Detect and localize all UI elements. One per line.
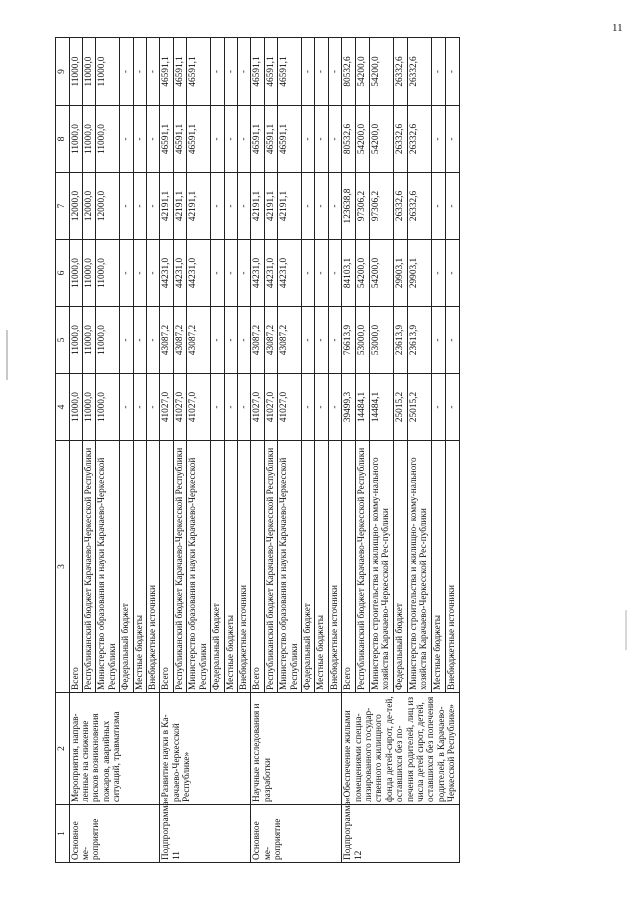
- value-cell: -: [237, 106, 250, 173]
- value-cell: 25015,2: [407, 374, 431, 441]
- value-cell: -: [315, 173, 328, 240]
- value-cell: 25015,2: [394, 374, 408, 441]
- value-cell: 53000,0: [355, 307, 369, 374]
- value-cell: 29903,1: [407, 240, 431, 307]
- funding-source-cell: Республиканский бюджет Карачаево-Черкесской Республики: [173, 441, 186, 693]
- value-cell: -: [120, 374, 133, 441]
- value-cell: 54200,0: [355, 240, 369, 307]
- value-cell: 46591,1: [251, 38, 264, 106]
- value-cell: -: [224, 173, 237, 240]
- value-cell: -: [133, 307, 146, 374]
- funding-source-cell: Всего: [342, 441, 356, 693]
- column-header: 3: [56, 441, 70, 693]
- value-cell: 46591,1: [264, 38, 277, 106]
- program-type-cell: Основное ме-роприятие: [69, 805, 160, 863]
- value-cell: 46591,1: [251, 106, 264, 173]
- value-cell: -: [315, 38, 328, 106]
- value-cell: 43087,2: [173, 307, 186, 374]
- value-cell: -: [432, 38, 446, 106]
- value-cell: 46591,1: [187, 106, 211, 173]
- value-cell: 97306,2: [369, 173, 393, 240]
- value-cell: -: [445, 374, 459, 441]
- value-cell: 46591,1: [278, 38, 302, 106]
- value-cell: 11000,0: [83, 106, 96, 173]
- value-cell: 42191,1: [278, 173, 302, 240]
- value-cell: -: [315, 374, 328, 441]
- program-type-cell: Подпрограмма 12: [342, 805, 459, 863]
- value-cell: -: [432, 307, 446, 374]
- value-cell: -: [301, 240, 314, 307]
- value-cell: -: [120, 240, 133, 307]
- funding-source-cell: Федеральный бюджет: [120, 441, 133, 693]
- funding-source-cell: Местные бюджеты: [133, 441, 146, 693]
- value-cell: 11000,0: [96, 374, 120, 441]
- value-cell: 12000,0: [96, 173, 120, 240]
- value-cell: -: [432, 173, 446, 240]
- table-row: [160, 38, 173, 863]
- value-cell: -: [237, 173, 250, 240]
- value-cell: 97306,2: [355, 173, 369, 240]
- value-cell: -: [301, 374, 314, 441]
- value-cell: -: [237, 240, 250, 307]
- value-cell: 43087,2: [264, 307, 277, 374]
- value-cell: 11000,0: [96, 240, 120, 307]
- value-cell: 44231,0: [251, 240, 264, 307]
- value-cell: 42191,1: [160, 173, 173, 240]
- column-header: 8: [56, 106, 70, 173]
- value-cell: -: [211, 173, 224, 240]
- value-cell: 44231,0: [173, 240, 186, 307]
- value-cell: 11000,0: [69, 307, 82, 374]
- value-cell: 54200,0: [355, 106, 369, 173]
- value-cell: 53000,0: [369, 307, 393, 374]
- value-cell: 54200,0: [369, 106, 393, 173]
- value-cell: 42191,1: [251, 173, 264, 240]
- value-cell: 42191,1: [264, 173, 277, 240]
- value-cell: -: [315, 307, 328, 374]
- value-cell: -: [315, 240, 328, 307]
- value-cell: -: [211, 38, 224, 106]
- column-header: 1: [56, 805, 70, 863]
- value-cell: 44231,0: [278, 240, 302, 307]
- value-cell: -: [211, 307, 224, 374]
- funding-source-cell: Внебюджетные источники: [237, 441, 250, 693]
- value-cell: -: [133, 374, 146, 441]
- program-name-cell: «Развитие науки в Ка-рачаево-Черкесской Республике»: [160, 693, 251, 805]
- value-cell: 11000,0: [83, 240, 96, 307]
- value-cell: 46591,1: [173, 38, 186, 106]
- value-cell: 11000,0: [96, 106, 120, 173]
- value-cell: 80532,6: [342, 38, 356, 106]
- value-cell: -: [224, 307, 237, 374]
- funding-source-cell: Местные бюджеты: [224, 441, 237, 693]
- value-cell: -: [328, 374, 341, 441]
- funding-source-cell: Всего: [69, 441, 82, 693]
- value-cell: 26332,6: [394, 106, 408, 173]
- funding-source-cell: Внебюджетные источники: [147, 441, 160, 693]
- funding-source-cell: Федеральный бюджет: [394, 441, 408, 693]
- value-cell: 26332,6: [394, 38, 408, 106]
- page-number: 11: [612, 22, 623, 34]
- value-cell: 41027,0: [173, 374, 186, 441]
- value-cell: -: [211, 374, 224, 441]
- value-cell: 42191,1: [173, 173, 186, 240]
- table-row: [251, 38, 264, 863]
- value-cell: 26332,6: [407, 173, 431, 240]
- value-cell: 41027,0: [187, 374, 211, 441]
- value-cell: 39499,3: [342, 374, 356, 441]
- value-cell: -: [224, 240, 237, 307]
- value-cell: 46591,1: [160, 38, 173, 106]
- value-cell: -: [445, 106, 459, 173]
- value-cell: 26332,6: [394, 173, 408, 240]
- value-cell: 23613,9: [407, 307, 431, 374]
- value-cell: 11000,0: [83, 374, 96, 441]
- value-cell: 11000,0: [96, 307, 120, 374]
- value-cell: -: [301, 173, 314, 240]
- value-cell: 11000,0: [69, 240, 82, 307]
- value-cell: 26332,6: [407, 106, 431, 173]
- funding-source-cell: Всего: [160, 441, 173, 693]
- value-cell: 46591,1: [160, 106, 173, 173]
- value-cell: -: [315, 106, 328, 173]
- value-cell: 44231,0: [160, 240, 173, 307]
- value-cell: -: [237, 38, 250, 106]
- value-cell: -: [120, 106, 133, 173]
- funding-source-cell: Местные бюджеты: [315, 441, 328, 693]
- funding-source-cell: Местные бюджеты: [432, 441, 446, 693]
- value-cell: -: [147, 307, 160, 374]
- value-cell: 11000,0: [69, 374, 82, 441]
- column-header: 7: [56, 173, 70, 240]
- value-cell: 80532,6: [342, 106, 356, 173]
- value-cell: -: [301, 106, 314, 173]
- value-cell: 11000,0: [96, 38, 120, 106]
- value-cell: -: [328, 38, 341, 106]
- value-cell: -: [432, 374, 446, 441]
- value-cell: 12000,0: [83, 173, 96, 240]
- column-header: 5: [56, 307, 70, 374]
- table-row: [69, 38, 82, 863]
- funding-source-cell: Федеральный бюджет: [211, 441, 224, 693]
- value-cell: 41027,0: [160, 374, 173, 441]
- funding-source-cell: Министерство образования и науки Карачаево-Черкесской Республики: [278, 441, 302, 693]
- funding-source-cell: Министерство образования и науки Карачаево-Черкесской Республики: [187, 441, 211, 693]
- value-cell: 42191,1: [187, 173, 211, 240]
- value-cell: 46591,1: [278, 106, 302, 173]
- program-type-cell: Основное ме-роприятие: [251, 805, 342, 863]
- value-cell: 41027,0: [251, 374, 264, 441]
- table-row: [342, 38, 356, 863]
- value-cell: -: [445, 307, 459, 374]
- value-cell: 43087,2: [187, 307, 211, 374]
- value-cell: 46591,1: [264, 106, 277, 173]
- scan-artifact: [6, 330, 8, 380]
- value-cell: -: [133, 38, 146, 106]
- funding-source-cell: Министерство образования и науки Карачаево-Черкесской Республики: [96, 441, 120, 693]
- program-type-cell: Подпрограмма 11: [160, 805, 251, 863]
- program-name-cell: Научные исследования и разработки: [251, 693, 342, 805]
- value-cell: 54200,0: [355, 38, 369, 106]
- value-cell: -: [133, 106, 146, 173]
- value-cell: 43087,2: [278, 307, 302, 374]
- value-cell: -: [432, 240, 446, 307]
- value-cell: 46591,1: [173, 106, 186, 173]
- value-cell: 14484,1: [369, 374, 393, 441]
- value-cell: -: [328, 240, 341, 307]
- value-cell: -: [237, 374, 250, 441]
- funding-source-cell: Министерство строительства и жилищно- комму-нального хозяйства Карачаево-Черкесской Рес-публики: [369, 441, 393, 693]
- funding-source-cell: Республиканский бюджет Карачаево-Черкесской Республики: [264, 441, 277, 693]
- value-cell: -: [120, 173, 133, 240]
- program-name-cell: «Обеспечение жилыми помещениями специа-лизированного государ-ственного жилищного фонда детей-сирот, де-тей, оставшихся без по-печения родителей, лиц из числа детей сирот, детей, оставшихся без попечения родителей, в Карачаево-Черкесской Республике»: [342, 693, 459, 805]
- funding-source-cell: Министерство строительства и жилищно- комму-нального хозяйства Карачаево-Черкесской Рес-публики: [407, 441, 431, 693]
- value-cell: 123638,8: [342, 173, 356, 240]
- header-row: [56, 38, 70, 863]
- value-cell: -: [120, 38, 133, 106]
- scan-artifact: [625, 610, 627, 650]
- value-cell: -: [237, 307, 250, 374]
- funding-source-cell: Внебюджетные источники: [328, 441, 341, 693]
- value-cell: 11000,0: [83, 38, 96, 106]
- column-header: 4: [56, 374, 70, 441]
- funding-source-cell: Всего: [251, 441, 264, 693]
- value-cell: -: [133, 240, 146, 307]
- value-cell: 11000,0: [69, 106, 82, 173]
- value-cell: -: [445, 38, 459, 106]
- value-cell: 76613,9: [342, 307, 356, 374]
- value-cell: -: [224, 38, 237, 106]
- value-cell: -: [147, 240, 160, 307]
- value-cell: 54200,0: [369, 38, 393, 106]
- value-cell: 23613,9: [394, 307, 408, 374]
- value-cell: -: [133, 173, 146, 240]
- value-cell: -: [301, 307, 314, 374]
- budget-table: [55, 37, 460, 863]
- value-cell: 26332,6: [407, 38, 431, 106]
- column-header: 6: [56, 240, 70, 307]
- value-cell: 14484,1: [355, 374, 369, 441]
- value-cell: -: [224, 106, 237, 173]
- rotated-page: [55, 38, 615, 863]
- value-cell: 54200,0: [369, 240, 393, 307]
- value-cell: -: [432, 106, 446, 173]
- value-cell: -: [120, 307, 133, 374]
- value-cell: -: [328, 173, 341, 240]
- value-cell: 11000,0: [83, 307, 96, 374]
- value-cell: 11000,0: [69, 38, 82, 106]
- value-cell: -: [147, 38, 160, 106]
- table-body: [69, 38, 459, 863]
- value-cell: 12000,0: [69, 173, 82, 240]
- value-cell: 43087,2: [251, 307, 264, 374]
- value-cell: -: [211, 106, 224, 173]
- column-header: 2: [56, 693, 70, 805]
- funding-source-cell: Внебюджетные источники: [445, 441, 459, 693]
- value-cell: -: [301, 38, 314, 106]
- value-cell: -: [147, 374, 160, 441]
- value-cell: 41027,0: [278, 374, 302, 441]
- value-cell: 44231,0: [264, 240, 277, 307]
- value-cell: 29903,1: [394, 240, 408, 307]
- value-cell: 46591,1: [187, 38, 211, 106]
- value-cell: -: [328, 307, 341, 374]
- value-cell: -: [328, 106, 341, 173]
- value-cell: -: [445, 173, 459, 240]
- funding-source-cell: Республиканский бюджет Карачаево-Черкесской Республики: [355, 441, 369, 693]
- value-cell: 41027,0: [264, 374, 277, 441]
- column-header: 9: [56, 38, 70, 106]
- program-name-cell: Мероприятия, направ-ленные на снижение рисков возникновения пожаров, аварийных ситуаций, травматизма: [69, 693, 160, 805]
- value-cell: -: [211, 240, 224, 307]
- value-cell: -: [147, 173, 160, 240]
- funding-source-cell: Федеральный бюджет: [301, 441, 314, 693]
- value-cell: 43087,2: [160, 307, 173, 374]
- value-cell: -: [147, 106, 160, 173]
- value-cell: -: [224, 374, 237, 441]
- value-cell: -: [445, 240, 459, 307]
- value-cell: 44231,0: [187, 240, 211, 307]
- funding-source-cell: Республиканский бюджет Карачаево-Черкесской Республики: [83, 441, 96, 693]
- value-cell: 84103,1: [342, 240, 356, 307]
